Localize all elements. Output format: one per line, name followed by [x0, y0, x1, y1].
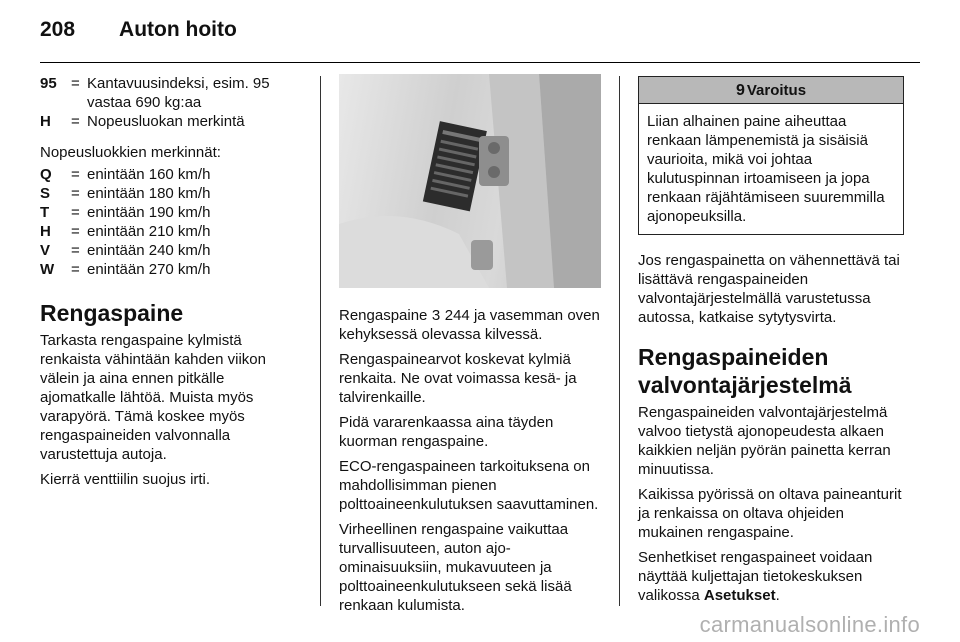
equals-sign: = [71, 223, 80, 240]
paragraph: ECO-rengaspaineen tarkoituksena on mahdollisimman pienen polttoaineenkulutuksen saavuttaminen. [339, 458, 599, 513]
watermark: carmanualsonline.info [699, 612, 920, 637]
door-frame-photo [339, 74, 601, 288]
speed-intro: Nopeusluokkien merkinnät: [40, 144, 221, 161]
def-row [40, 74, 304, 112]
door-frame-illustration [339, 74, 601, 288]
speed-key: V [40, 242, 51, 259]
page-header [40, 18, 237, 48]
paragraph: Kaikissa pyörissä on oltava paineanturit ja renkaissa on oltava ohjeiden mukainen rengaspaine. [638, 486, 902, 541]
warning-triangle-icon: 9 [735, 82, 745, 99]
equals-sign: = [71, 204, 80, 221]
equals-sign: = [71, 113, 80, 130]
speed-value: enintään 270 km/h [87, 261, 211, 278]
paragraph: Senhetkiset rengaspaineet voidaan näyttää kuljettajan tietokeskuksen valikossa Asetukset. [638, 549, 873, 604]
arrow-reference-icon: 3 [431, 307, 441, 324]
page-number: 208 [40, 18, 76, 41]
equals-sign: = [71, 166, 80, 183]
column-middle [339, 74, 601, 621]
section-heading: Rengaspaine [40, 300, 184, 326]
paragraph: Tarkasta rengaspaine kylmistä renkaista vähintään kahden viikon välein ja aina ennen pitkälle ajomatkalle lähtöä. Muista myös varapyörä. Tämä koskee myös rengaspaineiden valvonnalla varustettuja autoja. [40, 332, 266, 463]
column-left [40, 74, 304, 495]
equals-sign: = [71, 242, 80, 259]
speed-value: enintään 180 km/h [87, 185, 211, 202]
speed-row [40, 260, 304, 279]
speed-value: enintään 190 km/h [87, 204, 211, 221]
paragraph: Rengaspaineiden valvontajärjestelmä valvoo tietystä ajonopeudesta alkaen kaikkien neljän pyörän painetta kerran minuutissa. [638, 404, 891, 478]
column-right [638, 74, 904, 611]
speed-key: W [40, 261, 55, 278]
speed-value: enintään 160 km/h [87, 166, 211, 183]
section-heading: Rengaspaineiden valvontajärjestelmä [638, 344, 852, 398]
speed-key: Q [40, 166, 52, 183]
speed-row [40, 241, 304, 260]
warning-title: Varoitus [746, 82, 807, 99]
def-row [40, 112, 304, 131]
paragraph: Rengaspaine 3 244 ja vasemman oven kehyksessä olevassa kilvessä. [339, 307, 600, 343]
speed-row [40, 203, 304, 222]
column-divider [619, 76, 620, 606]
warning-box [638, 76, 904, 235]
equals-sign: = [71, 75, 80, 92]
speed-value: enintään 210 km/h [87, 223, 211, 240]
def-value: Nopeusluokan merkintä [87, 113, 245, 130]
def-key: 95 [40, 75, 57, 92]
paragraph: Kierrä venttiilin suojus irti. [40, 471, 211, 488]
speed-key: S [40, 185, 51, 202]
speed-key: T [40, 204, 50, 221]
def-key: H [40, 113, 51, 130]
warning-header [639, 77, 903, 104]
header-rule [40, 62, 920, 63]
paragraph: Pidä vararenkaassa aina täyden kuorman rengaspaine. [339, 414, 554, 450]
speed-key: H [40, 223, 51, 240]
paragraph: Jos rengaspainetta on vähennettävä tai lisättävä rengaspaineiden valvontajärjestelmällä varustetussa autossa, katkaise sytytysvirta. [638, 252, 900, 326]
paragraph: Virheellinen rengaspaine vaikuttaa turvallisuuteen, auton ajo-ominaisuuksiin, mukavuuteen ja polttoaineenkulutukseen sekä lisää renkaan kulumista. [339, 521, 572, 614]
section-title: Auton hoito [119, 18, 237, 41]
menu-name: Asetukset [703, 587, 776, 604]
def-value: Kantavuusindeksi, esim. 95 vastaa 690 kg:aa [87, 75, 270, 111]
equals-sign: = [71, 261, 80, 278]
speed-value: enintään 240 km/h [87, 242, 211, 259]
paragraph: Rengaspainearvot koskevat kylmiä renkaita. Ne ovat voimassa kesä- ja talvirenkaille. [339, 351, 577, 406]
speed-row [40, 165, 304, 184]
speed-row [40, 222, 304, 241]
speed-row [40, 184, 304, 203]
equals-sign: = [71, 185, 80, 202]
column-divider [320, 76, 321, 606]
warning-text: Liian alhainen paine aiheuttaa renkaan lämpenemistä ja sisäisiä vaurioita, mikä voi johtaa kulutuspinnan irtoamiseen ja jopa renkaan räjähtämiseen suuremmilla ajonopeuksilla. [647, 113, 885, 225]
